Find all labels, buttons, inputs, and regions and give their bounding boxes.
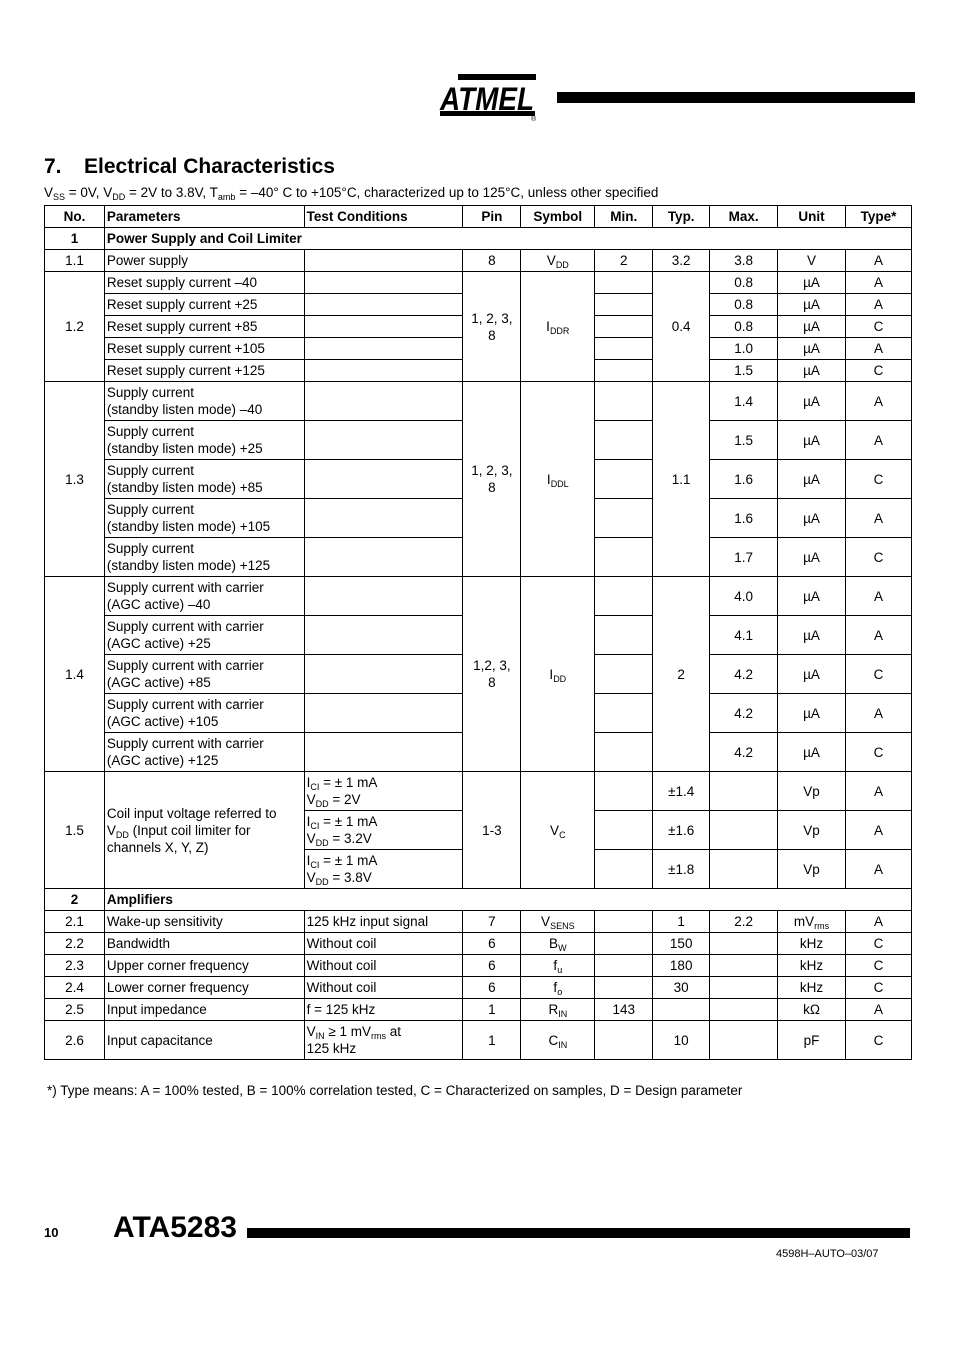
table-row: Supply current (standby listen mode) +125 1.7 µA C <box>45 538 912 577</box>
table-row: $I_{CI}$ = ± 1 mA $V_{DD} = 3.8V$ ±1.8 Vp A <box>45 850 912 889</box>
table-row: Reset supply current +125 1.5 µA C <box>45 360 912 382</box>
col-header-min: Min. <box>595 206 653 228</box>
table-row: $I_{CI}$ = ± 1 mA $V_{DD} = 3.2V$ ±1.6 Vp A <box>45 811 912 850</box>
table-row: Reset supply current +85 0.8 µA C <box>45 316 912 338</box>
section-row: 1 Power Supply and Coil Limiter <box>45 228 912 250</box>
col-header-symbol: Symbol <box>521 206 595 228</box>
table-row: 1.1 Power supply 8 $V_{DD}$ 2 3.2 3.8 V A <box>45 250 912 272</box>
section-title <box>44 155 335 179</box>
table-row: 2.3 Upper corner frequency Without coil 6 $f_u$ 180 kHz C <box>45 955 912 977</box>
table-row: Supply current with carrier (AGC active) +25 4.1 µA A <box>45 616 912 655</box>
table-row: Supply current (standby listen mode) +105 1.6 µA A <box>45 499 912 538</box>
atmel-logo <box>438 70 542 122</box>
table-row: 1.4 Supply current with carrier (AGC active) –40 1,2, 3, 8 $I_{DD}$ 2 4.0 µA A <box>45 577 912 616</box>
table-row: 2.5 Input impedance f = 125 kHz 1 $R_{IN}$ 143 kΩ A <box>45 999 912 1021</box>
table-row: 2.4 Lower corner frequency Without coil 6 $f_o$ 30 kHz C <box>45 977 912 999</box>
table-header-row <box>45 206 912 228</box>
col-header-parameters: Parameters <box>104 206 304 228</box>
page-number: 10 <box>44 1225 59 1240</box>
document-code: 4598H–AUTO–03/07 <box>776 1248 879 1260</box>
col-header-test-conditions: Test Conditions <box>304 206 463 228</box>
col-header-type: Type* <box>845 206 911 228</box>
col-header-unit: Unit <box>778 206 846 228</box>
table-row: 1.3 Supply current (standby listen mode) –40 1, 2, 3, 8 $I_{DDL}$ 1.1 1.4 µA A <box>45 382 912 421</box>
col-header-max: Max. <box>710 206 778 228</box>
registered-mark: ® <box>531 116 537 122</box>
conditions-line: $V_{SS} = 0V$, $V_{DD} = 2V$ to 3.8V, $T_{amb} = -40^\circ$ C to +105°C, characterized up to 125°C, unless other specified <box>44 185 659 202</box>
electrical-characteristics-table <box>44 205 912 1060</box>
section-row: 2 Amplifiers <box>45 889 912 911</box>
table-row: Reset supply current +105 1.0 µA A <box>45 338 912 360</box>
table-row: Supply current (standby listen mode) +85 1.6 µA C <box>45 460 912 499</box>
col-header-typ: Typ. <box>653 206 710 228</box>
table-row: 2.1 Wake-up sensitivity 125 kHz input signal 7 $V_{SENS}$ 1 2.2 $mV_{rms}$ A <box>45 911 912 933</box>
section-title-text: Electrical Characteristics <box>84 155 335 178</box>
table-row: 2.2 Bandwidth Without coil 6 $B_W$ 150 kHz C <box>45 933 912 955</box>
header-bar <box>557 92 915 103</box>
footer-bar <box>247 1228 910 1238</box>
table-row: 2.6 Input capacitance $V_{IN} \ge 1$ $mV_{rms}$ at 125 kHz 1 $C_{IN}$ 10 pF C <box>45 1021 912 1060</box>
table-row: Supply current (standby listen mode) +25 1.5 µA A <box>45 421 912 460</box>
type-footnote: *) Type means: A = 100% tested, B = 100% correlation tested, C = Characterized on samples, D = Design parameter <box>47 1083 743 1098</box>
table-row: Supply current with carrier (AGC active) +125 4.2 µA C <box>45 733 912 772</box>
product-name: ATA5283 <box>113 1211 237 1244</box>
section-number: 7. <box>44 155 62 178</box>
table-row: 1.5 Coil input voltage referred to $V_{DD}$ (Input coil limiter for channels X, Y, Z) $I_{CI}$ = ± 1 mA $V_{DD} = 2V$ 1-3 $V_C$ ±1.4 Vp A <box>45 772 912 811</box>
table-row: Supply current with carrier (AGC active) +105 4.2 µA A <box>45 694 912 733</box>
logo-text: ATMEL <box>439 81 534 117</box>
table-row: Supply current with carrier (AGC active) +85 4.2 µA C <box>45 655 912 694</box>
table-row: Reset supply current +25 0.8 µA A <box>45 294 912 316</box>
col-header-pin: Pin <box>463 206 521 228</box>
col-header-no: No. <box>45 206 105 228</box>
table-row: 1.2 Reset supply current –40 1, 2, 3, 8 $I_{DDR}$ 0.4 0.8 µA A <box>45 272 912 294</box>
